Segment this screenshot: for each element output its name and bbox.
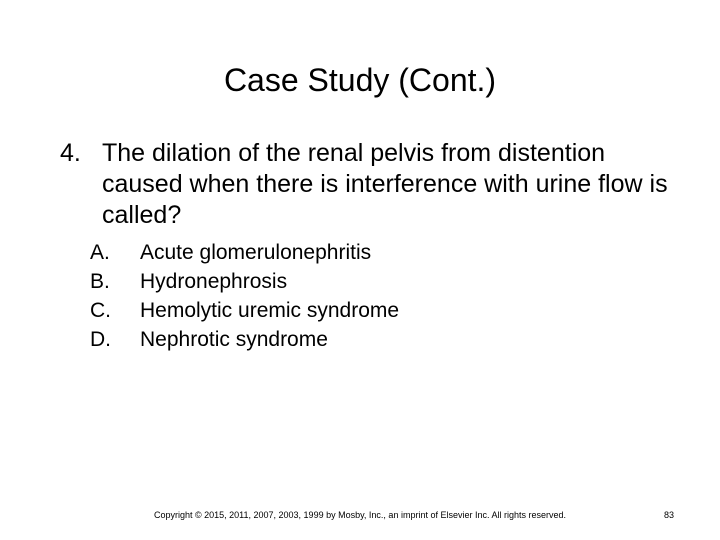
option-text: Acute glomerulonephritis xyxy=(140,241,372,264)
option-letter: C. xyxy=(90,299,111,322)
option-b xyxy=(90,267,399,296)
question xyxy=(60,138,680,231)
slide-title: Case Study (Cont.) xyxy=(223,62,497,98)
option-text: Nephrotic syndrome xyxy=(140,328,328,351)
question-text: The dilation of the renal pelvis from distention caused when there is interference with urine flow is called? xyxy=(102,139,668,229)
option-c xyxy=(90,296,399,325)
option-text: Hydronephrosis xyxy=(140,270,288,293)
option-letter: A. xyxy=(90,241,110,264)
copyright-notice: Copyright © 2015, 2011, 2007, 2003, 1999 by Mosby, Inc., an imprint of Elsevier Inc. All rights reserved. xyxy=(153,510,567,520)
option-a xyxy=(90,238,399,267)
option-d xyxy=(90,325,399,354)
option-letter: B. xyxy=(90,270,110,293)
page-number: 83 xyxy=(664,510,675,520)
option-letter: D. xyxy=(90,328,111,351)
question-number: 4. xyxy=(60,139,81,167)
answer-options xyxy=(90,238,399,354)
option-text: Hemolytic uremic syndrome xyxy=(140,299,400,322)
